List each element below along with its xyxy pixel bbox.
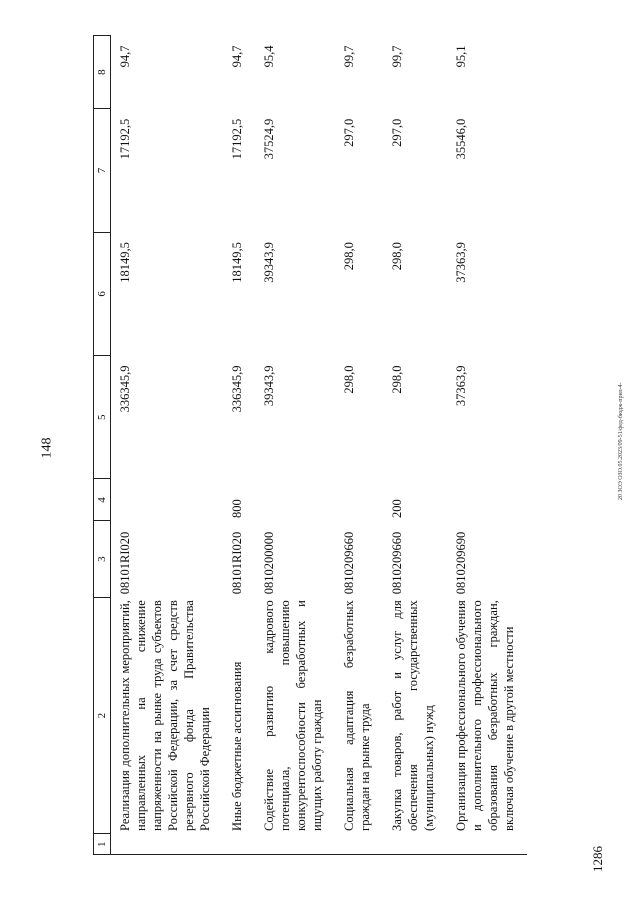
row-code: 0810209660 (342, 531, 356, 595)
row-value-col6: 37363,9 (454, 242, 468, 283)
row-code: 0810200000 (262, 531, 276, 595)
row-description: Организация профессионального обучения и дополнительного профессионального образования безработных граждан, включая обучение в другой местности (454, 600, 516, 831)
row-description: Иные бюджетные ассигнования (230, 661, 244, 831)
table-row (383, 36, 447, 855)
row-value-col5: 336345,9 (118, 365, 132, 413)
row-value-col8: 99,7 (390, 45, 404, 68)
header-col-2: 2 (94, 597, 111, 834)
page-number: 148 (39, 437, 55, 459)
header-col-6: 6 (94, 232, 111, 355)
row-description: Реализация дополнительных мероприятий, направленных на снижение напряженности на рынке труда субъектов Российской Федерации, за счет средств резервного фонда Правительства Российской Федерации (118, 600, 212, 831)
header-col-8: 8 (94, 36, 111, 109)
table-row (111, 36, 224, 855)
footer-code: 20 ЗОЭ ОЗО.05.2023/09-51/фед-бюдж-прил-4- (618, 382, 624, 500)
header-col-5: 5 (94, 356, 111, 479)
budget-table (93, 35, 527, 855)
row-value-col8: 95,4 (262, 45, 276, 68)
table-row (223, 36, 255, 855)
row-expense-type (111, 479, 224, 521)
row-code: 0810209690 (454, 531, 468, 595)
header-col-7: 7 (94, 109, 111, 232)
row-code: 0810209660 (390, 531, 404, 595)
table-row (447, 36, 527, 855)
table-header-row (94, 36, 111, 855)
row-expense-type (335, 479, 383, 521)
row-value-col8: 99,7 (342, 45, 356, 68)
row-description: Социальная адаптация безработных граждан на рынке труда (342, 600, 372, 831)
row-value-col5: 298,0 (342, 365, 356, 394)
row-expense-type (447, 479, 527, 521)
document-number: 1286 (590, 846, 605, 872)
table-row (255, 36, 335, 855)
row-value-col8: 94,7 (118, 45, 132, 68)
row-value-col6: 39343,9 (262, 242, 276, 283)
row-code: 08101RI020 (118, 531, 132, 595)
row-value-col7: 297,0 (390, 118, 404, 147)
row-value-col5: 336345,9 (230, 365, 244, 413)
row-value-col5: 37363,9 (454, 365, 468, 407)
row-value-col5: 39343,9 (262, 365, 276, 407)
row-expense-type: 200 (390, 499, 404, 518)
rotated-table-frame (93, 35, 613, 855)
row-value-col8: 95,1 (454, 45, 468, 68)
row-value-col7: 17192,5 (118, 118, 132, 160)
row-description: Содействие развитию кадрового потенциала, повышению конкурентоспособности безработных и ищущих работу граждан (262, 600, 324, 831)
row-value-col6: 18149,5 (118, 242, 132, 283)
header-col-4: 4 (94, 479, 111, 521)
row-expense-type: 800 (230, 499, 244, 518)
row-expense-type (255, 479, 335, 521)
row-value-col6: 298,0 (390, 242, 404, 271)
row-value-col7: 35546,0 (454, 118, 468, 160)
row-value-col6: 18149,5 (230, 242, 244, 283)
table-row (335, 36, 383, 855)
row-description: Закупка товаров, работ и услуг для обеспечения государственных (муниципальных) нужд (390, 600, 436, 831)
row-code: 08101RI020 (230, 531, 244, 595)
row-value-col7: 37524,9 (262, 118, 276, 160)
row-value-col6: 298,0 (342, 242, 356, 271)
row-value-col8: 94,7 (230, 45, 244, 68)
row-value-col5: 298,0 (390, 365, 404, 394)
row-value-col7: 17192,5 (230, 118, 244, 160)
header-col-1: 1 (94, 834, 111, 855)
row-value-col7: 297,0 (342, 118, 356, 147)
header-col-3: 3 (94, 521, 111, 597)
